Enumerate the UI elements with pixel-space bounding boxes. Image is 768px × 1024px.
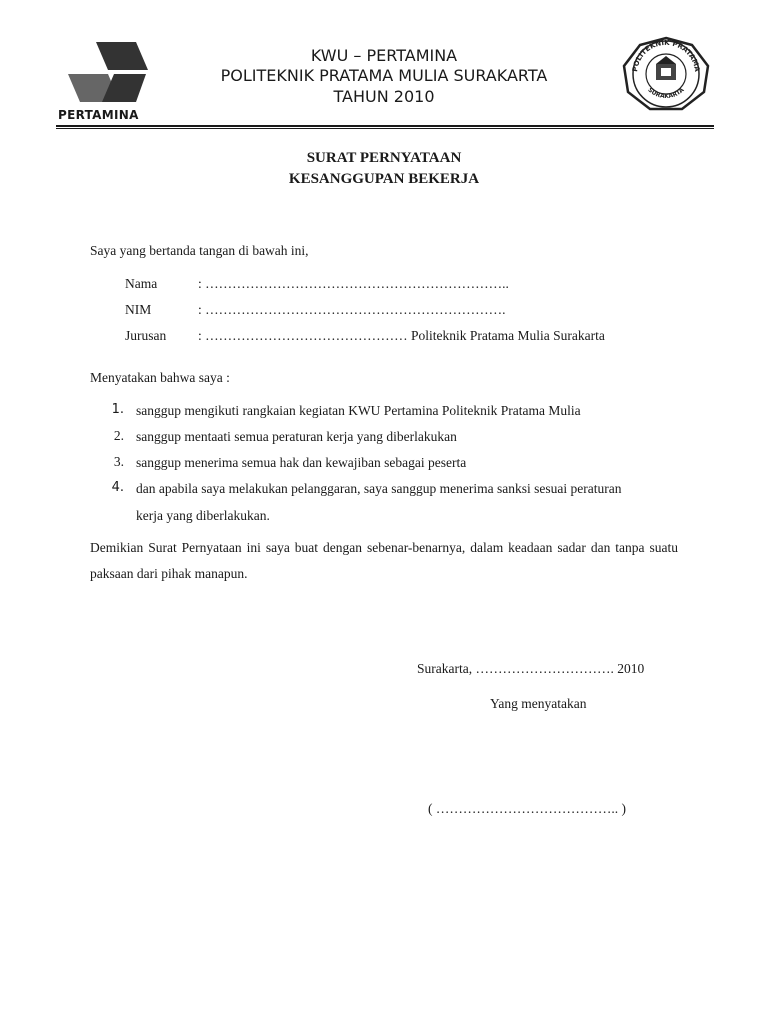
list-number-3: 3. [113,454,124,469]
document-title-line-1: SURAT PERNYATAAN [306,150,462,166]
header-line-1: KWU – PERTAMINA [310,46,458,65]
field-label-nim: NIM [125,302,152,317]
intro-text: Saya yang bertanda tangan di bawah ini, [90,243,309,258]
field-label-jurusan: Jurusan [125,328,167,343]
field-value-nim: : …………………………………………………………. [198,302,506,317]
list-item-1: sanggup mengikuti rangkaian kegiatan KWU Pertamina Politeknik Pratama Mulia [136,403,581,418]
list-item-4: dan apabila saya melakukan pelanggaran, saya sanggup menerima sanksi sesuai peraturan [136,481,622,496]
pertamina-logo-text: PERTAMINA [58,108,139,122]
list-number-2: 2. [113,428,124,443]
field-value-jurusan: : ……………………………………… Politeknik Pratama Mulia Surakarta [198,328,605,343]
signature-place-date: Surakarta, …………………………. 2010 [417,661,645,676]
header-line-3: TAHUN 2010 [333,87,435,106]
list-number-4: 4. [111,480,124,495]
field-label-nama: Nama [125,276,158,291]
field-value-nama: : ………………………………………………………….. [198,276,509,291]
pertamina-logo-icon [56,40,156,106]
seal-text-top: POLITEKNIK PRATAMA [631,38,701,73]
list-number-1: 1. [111,402,124,417]
list-item-4-continued: kerja yang diberlakukan. [136,508,270,523]
institution-seal [620,36,712,112]
closing-paragraph: Demikian Surat Pernyataan ini saya buat dengan sebenar-benarnya, dalam keadaan sadar dan tanpa suatu paksaan dari pihak manapun. [90,540,678,581]
seal-icon [620,36,712,112]
header-line-2: POLITEKNIK PRATAMA MULIA SURAKARTA [220,66,548,85]
svg-text:SURAKARTA [646,86,685,100]
signature-name-placeholder: ( ………………………………….. ) [428,801,626,816]
statement-intro: Menyatakan bahwa saya : [90,370,230,385]
document-title-line-2: KESANGGUPAN BEKERJA [288,171,480,187]
seal-text-bottom: SURAKARTA [646,86,686,101]
signature-role: Yang menyatakan [490,696,587,711]
header-divider-thin [56,128,714,129]
list-item-2: sanggup mentaati semua peraturan kerja yang diberlakukan [136,429,457,444]
list-item-3: sanggup menerima semua hak dan kewajiban sebagai peserta [136,455,467,470]
pertamina-logo [56,40,156,125]
header-divider [56,125,714,127]
